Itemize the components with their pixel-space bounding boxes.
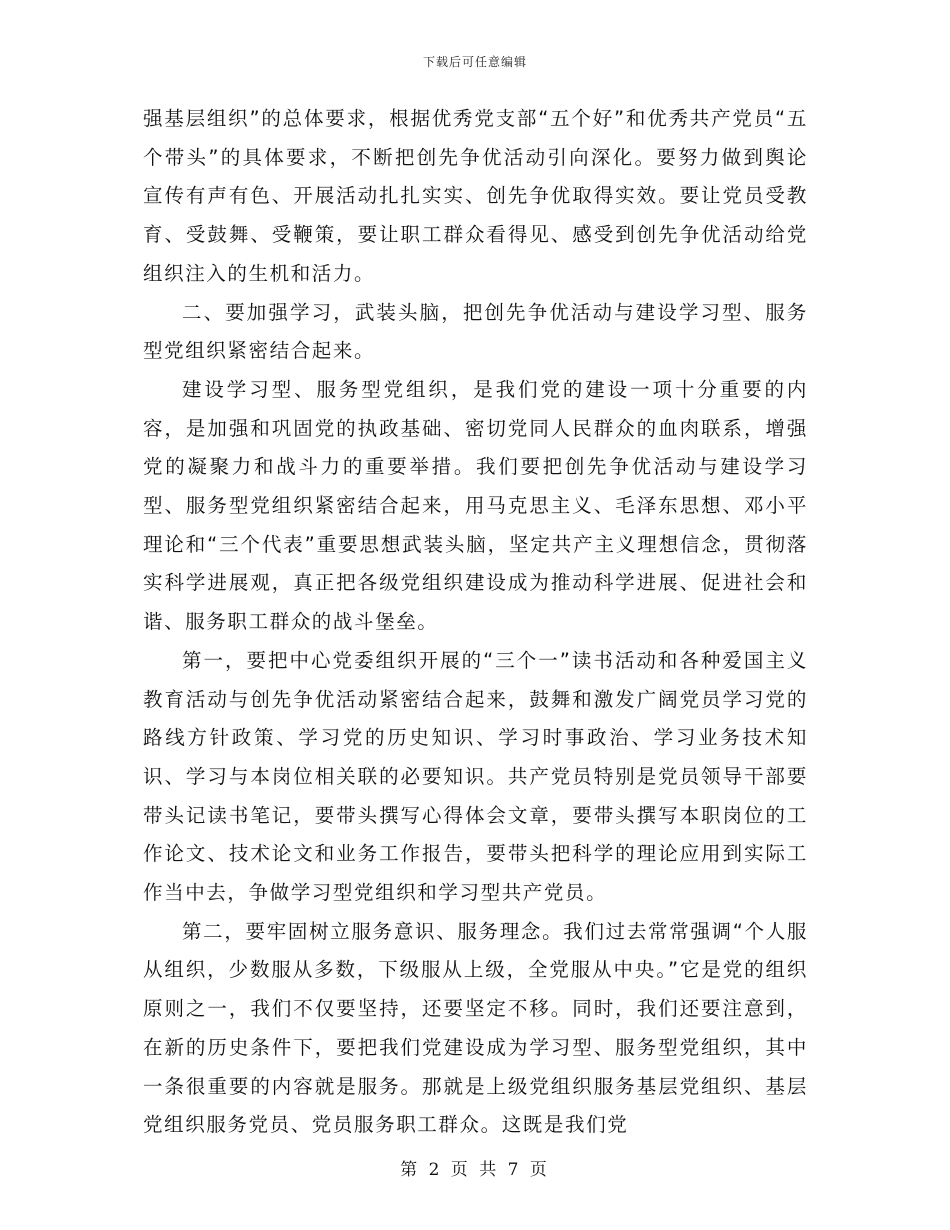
page-footer: 第 2 页 共 7 页 [400, 1160, 550, 1180]
document-body [143, 100, 808, 1145]
paragraph-2: 二、要加强学习，武装头脑，把创先争优活动与建设学习型、服务型党组织紧密结合起来。 [143, 300, 808, 363]
paragraph-4: 第一，要把中心党委组织开展的“三个一”读书活动和各种爱国主义教育活动与创先争优活动紧密结合起来，鼓舞和激发广阔党员学习党的路线方针政策、学习党的历史知识、学习时事政治、学习业务技术知识、学习与本岗位相关联的必要知识。共产党员特别是党员领导干部要带头记读书笔记，要带头撰写心得体会文章，要带头撰写本职岗位的工作论文、技术论文和业务工作报告，要带头把科学的理论应用到实际工作当中去，争做学习型党组织和学习型共产党员。 [143, 648, 808, 905]
paragraph-1: 强基层组织”的总体要求，根据优秀党支部“五个好”和优秀共产党员“五个带头”的具体要求，不断把创先争优活动引向深化。要努力做到舆论宣传有声有色、开展活动扎扎实实、创先争优取得实效。要让党员受教育、受鼓舞、受鞭策，要让职工群众看得见、感受到创先争优活动给党组织注入的生机和活力。 [143, 107, 808, 285]
page-header: 下载后可任意编辑 [422, 55, 527, 69]
paragraph-5: 第二，要牢固树立服务意识、服务理念。我们过去常常强调“个人服从组织，少数服从多数，下级服从上级，全党服从中央。”它是党的组织原则之一，我们不仅要坚持，还要坚定不移。同时，我们还要注意到，在新的历史条件下，要把我们党建设成为学习型、服务型党组织，其中一条很重要的内容就是服务。那就是上级党组织服务基层党组织、基层党组织服务党员、党员服务职工群众。这既是我们党 [143, 919, 808, 1137]
paragraph-3: 建设学习型、服务型党组织，是我们党的建设一项十分重要的内容，是加强和巩固党的执政基础、密切党同人民群众的血肉联系，增强党的凝聚力和战斗力的重要举措。我们要把创先争优活动与建设学习型、服务型党组织紧密结合起来，用马克思主义、毛泽东思想、邓小平理论和“三个代表”重要思想武装头脑，坚定共产主义理想信念，贯彻落实科学进展观，真正把各级党组织建设成为推动科学进展、促进社会和谐、服务职工群众的战斗堡垒。 [143, 377, 808, 634]
